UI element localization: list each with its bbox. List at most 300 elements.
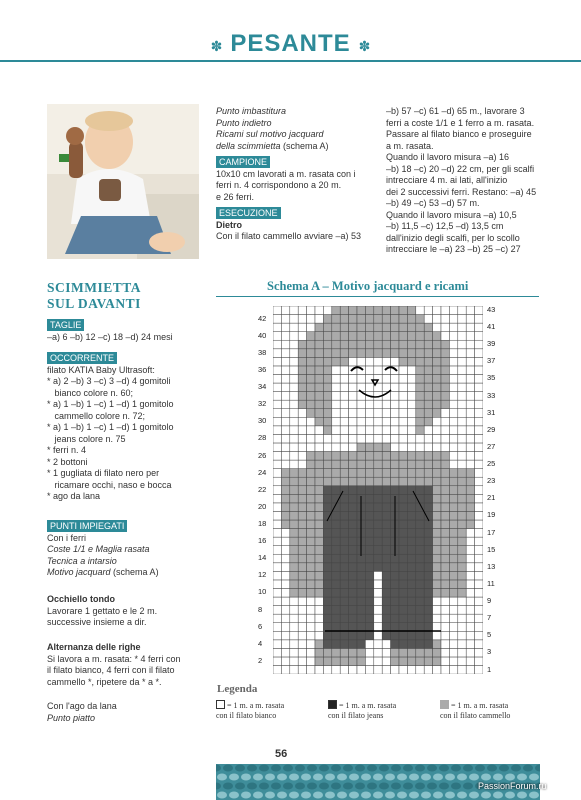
grid-cell bbox=[416, 554, 424, 563]
row-number: 33 bbox=[487, 390, 496, 400]
grid-cell bbox=[382, 666, 390, 674]
grid-cell bbox=[290, 400, 298, 409]
grid-cell bbox=[424, 666, 432, 674]
grid-cell bbox=[424, 340, 432, 349]
grid-cell bbox=[273, 374, 281, 383]
grid-cell bbox=[391, 443, 399, 452]
row-number: 26 bbox=[258, 450, 267, 460]
grid-cell bbox=[290, 417, 298, 426]
grid-cell bbox=[475, 606, 483, 615]
grid-cell bbox=[433, 648, 441, 657]
grid-cell bbox=[357, 434, 365, 443]
grid-cell bbox=[424, 640, 432, 649]
grid-cell bbox=[458, 417, 466, 426]
grid-cell bbox=[433, 614, 441, 623]
row-number: 9 bbox=[487, 596, 492, 606]
text-line: dall'inizio degli scalfi, per lo scollo bbox=[386, 232, 520, 243]
grid-cell bbox=[323, 357, 331, 366]
grid-cell bbox=[290, 580, 298, 589]
grid-cell bbox=[340, 400, 348, 409]
grid-cell bbox=[458, 315, 466, 324]
grid-cell bbox=[357, 374, 365, 383]
grid-cell bbox=[332, 537, 340, 546]
section-occorrente bbox=[47, 352, 212, 503]
grid-cell bbox=[281, 409, 289, 418]
grid-cell bbox=[349, 357, 357, 366]
row-number: 23 bbox=[487, 476, 496, 486]
grid-cell bbox=[433, 494, 441, 503]
grid-cell bbox=[382, 452, 390, 461]
grid-cell bbox=[357, 323, 365, 332]
text-line: jeans colore n. 75 bbox=[47, 433, 126, 444]
grid-cell bbox=[349, 597, 357, 606]
dietro-heading: Dietro bbox=[216, 219, 243, 230]
legend-swatch bbox=[328, 700, 337, 709]
grid-cell bbox=[458, 529, 466, 538]
grid-cell bbox=[307, 623, 315, 632]
grid-cell bbox=[416, 606, 424, 615]
grid-cell bbox=[382, 657, 390, 666]
grid-cell bbox=[424, 400, 432, 409]
row-number: 5 bbox=[487, 630, 492, 640]
grid-cell bbox=[323, 392, 331, 401]
grid-cell bbox=[340, 315, 348, 324]
ago-line: Punto piatto bbox=[47, 712, 96, 723]
title-line: SCIMMIETTA bbox=[47, 280, 142, 295]
punti-motivo bbox=[47, 567, 212, 579]
grid-cell bbox=[374, 563, 382, 572]
grid-cell bbox=[332, 306, 340, 315]
grid-cell bbox=[407, 460, 415, 469]
grid-cell bbox=[349, 315, 357, 324]
grid-cell bbox=[458, 571, 466, 580]
grid-cell bbox=[433, 349, 441, 358]
grid-cell bbox=[424, 443, 432, 452]
row-number: 37 bbox=[487, 356, 496, 366]
grid-cell bbox=[374, 315, 382, 324]
grid-cell bbox=[365, 349, 373, 358]
grid-cell bbox=[290, 648, 298, 657]
grid-cell bbox=[441, 546, 449, 555]
grid-cell bbox=[466, 580, 474, 589]
text-line: * ago da lana bbox=[47, 491, 101, 501]
grid-cell bbox=[399, 529, 407, 538]
grid-cell bbox=[323, 452, 331, 461]
row-number: 7 bbox=[487, 613, 492, 623]
grid-cell bbox=[441, 409, 449, 418]
grid-cell bbox=[315, 503, 323, 512]
grid-cell bbox=[365, 588, 373, 597]
grid-cell bbox=[441, 554, 449, 563]
grid-cell bbox=[399, 494, 407, 503]
row-number: 14 bbox=[258, 553, 267, 563]
grid-cell bbox=[424, 409, 432, 418]
grid-cell bbox=[357, 477, 365, 486]
grid-cell bbox=[340, 349, 348, 358]
grid-cell bbox=[332, 340, 340, 349]
grid-cell bbox=[340, 340, 348, 349]
grid-cell bbox=[323, 383, 331, 392]
dietro-line: Con il filato cammello avviare –a) 53 bbox=[216, 231, 362, 241]
grid-cell bbox=[340, 469, 348, 478]
grid-cell bbox=[407, 606, 415, 615]
grid-cell bbox=[407, 477, 415, 486]
grid-cell bbox=[458, 588, 466, 597]
grid-cell bbox=[290, 623, 298, 632]
grid-cell bbox=[357, 614, 365, 623]
grid-cell bbox=[298, 640, 306, 649]
grid-cell bbox=[315, 631, 323, 640]
grid-cell bbox=[382, 409, 390, 418]
grid-cell bbox=[374, 374, 382, 383]
text-line: * ferri n. 4 bbox=[47, 445, 87, 455]
grid-cell bbox=[458, 349, 466, 358]
grid-cell bbox=[332, 606, 340, 615]
grid-cell bbox=[323, 588, 331, 597]
grid-cell bbox=[340, 494, 348, 503]
grid-cell bbox=[374, 597, 382, 606]
grid-cell bbox=[315, 520, 323, 529]
grid-cell bbox=[416, 563, 424, 572]
grid-cell bbox=[290, 374, 298, 383]
text-line: –b) 49 –c) 53 –d) 57 m. bbox=[386, 198, 480, 208]
grid-cell bbox=[281, 571, 289, 580]
grid-cell bbox=[441, 374, 449, 383]
grid-cell bbox=[357, 580, 365, 589]
grid-cell bbox=[374, 648, 382, 657]
grid-cell bbox=[407, 349, 415, 358]
grid-cell bbox=[374, 554, 382, 563]
row-number: 25 bbox=[487, 459, 496, 469]
grid-cell bbox=[290, 588, 298, 597]
grid-cell bbox=[323, 323, 331, 332]
grid-cell bbox=[365, 426, 373, 435]
grid-cell bbox=[433, 392, 441, 401]
grid-cell bbox=[441, 520, 449, 529]
grid-cell bbox=[399, 434, 407, 443]
grid-cell bbox=[315, 340, 323, 349]
grid-cell bbox=[273, 511, 281, 520]
text-line: –b) 57 –c) 61 –d) 65 m., lavorare 3 bbox=[386, 106, 525, 116]
grid-cell bbox=[466, 409, 474, 418]
grid-cell bbox=[475, 537, 483, 546]
grid-cell bbox=[374, 657, 382, 666]
grid-cell bbox=[281, 392, 289, 401]
grid-cell bbox=[433, 315, 441, 324]
grid-cell bbox=[433, 571, 441, 580]
jacquard-chart bbox=[273, 306, 483, 679]
grid-cell bbox=[298, 494, 306, 503]
text-line: * 2 bottoni bbox=[47, 456, 88, 467]
grid-cell bbox=[382, 606, 390, 615]
grid-cell bbox=[357, 443, 365, 452]
row-number: 32 bbox=[258, 399, 267, 409]
grid-cell bbox=[466, 366, 474, 375]
row-number: 16 bbox=[258, 536, 267, 546]
grid-cell bbox=[290, 409, 298, 418]
grid-cell bbox=[424, 460, 432, 469]
grid-cell bbox=[273, 409, 281, 418]
grid-cell bbox=[365, 554, 373, 563]
grid-cell bbox=[466, 597, 474, 606]
grid-cell bbox=[466, 443, 474, 452]
grid-cell bbox=[407, 529, 415, 538]
grid-cell bbox=[349, 588, 357, 597]
grid-cell bbox=[382, 580, 390, 589]
grid-cell bbox=[449, 417, 457, 426]
grid-cell bbox=[399, 614, 407, 623]
grid-cell bbox=[307, 452, 315, 461]
punti-motivo-rest: (schema A) bbox=[110, 567, 159, 577]
baby-photo bbox=[47, 104, 199, 259]
grid-cell bbox=[315, 529, 323, 538]
grid-cell bbox=[416, 648, 424, 657]
grid-cell bbox=[399, 657, 407, 666]
grid-cell bbox=[340, 640, 348, 649]
grid-cell bbox=[449, 588, 457, 597]
grid-cell bbox=[340, 426, 348, 435]
text-line: bianco colore n. 60; bbox=[47, 387, 134, 398]
grid-cell bbox=[441, 631, 449, 640]
grid-cell bbox=[466, 546, 474, 555]
grid-cell bbox=[374, 452, 382, 461]
grid-cell bbox=[273, 614, 281, 623]
grid-cell bbox=[307, 606, 315, 615]
grid-cell bbox=[466, 563, 474, 572]
grid-cell bbox=[315, 366, 323, 375]
grid-cell bbox=[281, 460, 289, 469]
grid-cell bbox=[475, 588, 483, 597]
grid-cell bbox=[407, 332, 415, 341]
grid-cell bbox=[399, 486, 407, 495]
grid-cell bbox=[416, 349, 424, 358]
grid-cell bbox=[449, 546, 457, 555]
row-number: 15 bbox=[487, 544, 496, 554]
grid-cell bbox=[374, 537, 382, 546]
grid-cell bbox=[365, 409, 373, 418]
grid-cell bbox=[466, 400, 474, 409]
grid-cell bbox=[349, 529, 357, 538]
grid-cell bbox=[281, 323, 289, 332]
grid-cell bbox=[441, 477, 449, 486]
grid-cell bbox=[332, 417, 340, 426]
grid-cell bbox=[391, 332, 399, 341]
grid-cell bbox=[449, 554, 457, 563]
grid-cell bbox=[374, 332, 382, 341]
grid-cell bbox=[332, 631, 340, 640]
grid-cell bbox=[349, 563, 357, 572]
grid-cell bbox=[441, 460, 449, 469]
grid-cell bbox=[458, 426, 466, 435]
grid-cell bbox=[382, 597, 390, 606]
grid-cell bbox=[433, 554, 441, 563]
grid-cell bbox=[475, 477, 483, 486]
grid-cell bbox=[466, 623, 474, 632]
grid-cell bbox=[273, 554, 281, 563]
grid-cell bbox=[323, 631, 331, 640]
grid-cell bbox=[382, 434, 390, 443]
grid-cell bbox=[281, 315, 289, 324]
grid-cell bbox=[290, 349, 298, 358]
grid-cell bbox=[433, 546, 441, 555]
grid-cell bbox=[273, 657, 281, 666]
jacquard-grid bbox=[273, 306, 483, 674]
grid-cell bbox=[307, 349, 315, 358]
grid-cell bbox=[298, 357, 306, 366]
grid-cell bbox=[374, 469, 382, 478]
grid-cell bbox=[349, 349, 357, 358]
grid-cell bbox=[315, 332, 323, 341]
grid-cell bbox=[399, 623, 407, 632]
row-number: 12 bbox=[258, 570, 267, 580]
grid-cell bbox=[323, 332, 331, 341]
grid-cell bbox=[441, 349, 449, 358]
grid-cell bbox=[357, 349, 365, 358]
grid-cell bbox=[349, 486, 357, 495]
grid-cell bbox=[357, 452, 365, 461]
grid-cell bbox=[416, 580, 424, 589]
grid-cell bbox=[290, 606, 298, 615]
grid-cell bbox=[307, 332, 315, 341]
row-number: 24 bbox=[258, 467, 267, 477]
grid-cell bbox=[298, 366, 306, 375]
grid-cell bbox=[407, 563, 415, 572]
grid-cell bbox=[315, 597, 323, 606]
grid-cell bbox=[281, 486, 289, 495]
grid-cell bbox=[323, 349, 331, 358]
grid-cell bbox=[475, 323, 483, 332]
row-number: 43 bbox=[487, 305, 496, 314]
grid-cell bbox=[433, 503, 441, 512]
grid-cell bbox=[273, 452, 281, 461]
grid-cell bbox=[340, 460, 348, 469]
grid-cell bbox=[340, 503, 348, 512]
grid-cell bbox=[466, 392, 474, 401]
grid-cell bbox=[399, 460, 407, 469]
grid-cell bbox=[433, 666, 441, 674]
grid-cell bbox=[433, 469, 441, 478]
grid-cell bbox=[349, 469, 357, 478]
grid-cell bbox=[458, 366, 466, 375]
grid-cell bbox=[323, 443, 331, 452]
grid-cell bbox=[458, 640, 466, 649]
grid-cell bbox=[433, 563, 441, 572]
grid-cell bbox=[332, 477, 340, 486]
grid-cell bbox=[475, 597, 483, 606]
grid-cell bbox=[273, 580, 281, 589]
grid-cell bbox=[290, 486, 298, 495]
grid-cell bbox=[382, 554, 390, 563]
grid-cell bbox=[281, 306, 289, 315]
grid-cell bbox=[391, 648, 399, 657]
grid-cell bbox=[391, 571, 399, 580]
grid-cell bbox=[332, 323, 340, 332]
grid-cell bbox=[391, 563, 399, 572]
grid-cell bbox=[315, 460, 323, 469]
grid-cell bbox=[475, 340, 483, 349]
grid-cell bbox=[349, 571, 357, 580]
grid-cell bbox=[391, 323, 399, 332]
grid-cell bbox=[374, 443, 382, 452]
grid-cell bbox=[332, 614, 340, 623]
row-number: 27 bbox=[487, 441, 496, 451]
grid-cell bbox=[449, 323, 457, 332]
grid-cell bbox=[298, 657, 306, 666]
grid-cell bbox=[365, 383, 373, 392]
grid-cell bbox=[391, 580, 399, 589]
grid-cell bbox=[281, 494, 289, 503]
grid-cell bbox=[298, 503, 306, 512]
row-number: 29 bbox=[487, 424, 496, 434]
grid-cell bbox=[449, 477, 457, 486]
grid-cell bbox=[357, 332, 365, 341]
grid-cell bbox=[365, 434, 373, 443]
grid-cell bbox=[281, 511, 289, 520]
grid-cell bbox=[273, 400, 281, 409]
grid-cell bbox=[433, 400, 441, 409]
grid-cell bbox=[315, 409, 323, 418]
grid-cell bbox=[391, 588, 399, 597]
grid-cell bbox=[449, 443, 457, 452]
grid-cell bbox=[391, 477, 399, 486]
grid-cell bbox=[290, 357, 298, 366]
grid-cell bbox=[298, 563, 306, 572]
grid-cell bbox=[332, 666, 340, 674]
grid-cell bbox=[365, 529, 373, 538]
grid-cell bbox=[307, 426, 315, 435]
grid-cell bbox=[307, 648, 315, 657]
grid-cell bbox=[357, 486, 365, 495]
grid-cell bbox=[441, 452, 449, 461]
grid-cell bbox=[340, 511, 348, 520]
grid-cell bbox=[458, 503, 466, 512]
grid-cell bbox=[323, 417, 331, 426]
grid-cell bbox=[391, 349, 399, 358]
grid-cell bbox=[416, 357, 424, 366]
grid-cell bbox=[433, 323, 441, 332]
alternanza-text bbox=[47, 654, 212, 689]
grid-cell bbox=[458, 357, 466, 366]
grid-cell bbox=[332, 332, 340, 341]
grid-cell bbox=[273, 469, 281, 478]
grid-cell bbox=[281, 614, 289, 623]
grid-cell bbox=[290, 511, 298, 520]
grid-cell bbox=[290, 571, 298, 580]
grid-cell bbox=[307, 563, 315, 572]
grid-cell bbox=[399, 666, 407, 674]
grid-cell bbox=[391, 640, 399, 649]
grid-cell bbox=[382, 477, 390, 486]
grid-cell bbox=[315, 392, 323, 401]
grid-cell bbox=[433, 657, 441, 666]
grid-cell bbox=[340, 597, 348, 606]
text-line: Coste 1/1 e Maglia rasata bbox=[47, 544, 150, 554]
grid-cell bbox=[290, 520, 298, 529]
grid-cell bbox=[290, 494, 298, 503]
grid-cell bbox=[365, 469, 373, 478]
grid-cell bbox=[391, 383, 399, 392]
grid-cell bbox=[315, 357, 323, 366]
ago-heading: Con l'ago da lana bbox=[47, 701, 117, 711]
grid-cell bbox=[475, 469, 483, 478]
row-number: 40 bbox=[258, 330, 267, 340]
grid-cell bbox=[458, 400, 466, 409]
grid-cell bbox=[273, 588, 281, 597]
grid-cell bbox=[407, 443, 415, 452]
grid-cell bbox=[441, 315, 449, 324]
grid-cell bbox=[407, 640, 415, 649]
grid-cell bbox=[349, 657, 357, 666]
